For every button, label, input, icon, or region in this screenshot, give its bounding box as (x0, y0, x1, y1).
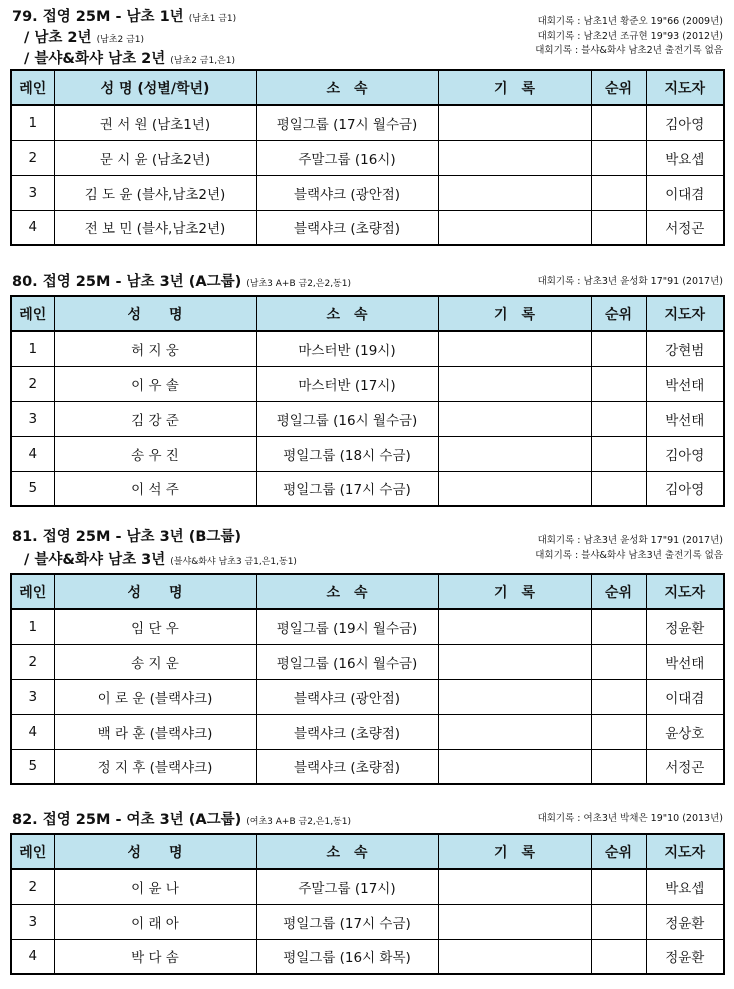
coach-cell: 서정곤 (646, 749, 724, 784)
rank-cell (591, 105, 646, 140)
name-cell: 임 단 우 (54, 609, 256, 644)
name-header: 성 명 (54, 834, 256, 869)
rank-header: 순위 (591, 296, 646, 331)
coach-header: 지도자 (646, 574, 724, 609)
event-title: 82. 접영 25M - 여초 3년 (A그룹) (여초3 A+B 금2,은1,동1) (12, 812, 351, 828)
lane-header: 레인 (11, 834, 54, 869)
record-cell (438, 366, 591, 401)
table-row (11, 401, 724, 436)
record-cell (438, 436, 591, 471)
lane-cell: 1 (11, 609, 54, 644)
affiliation-cell: 평일그룹 (16시 월수금) (256, 401, 438, 436)
record-cell (438, 609, 591, 644)
rank-cell (591, 471, 646, 506)
table-row (11, 869, 724, 904)
name-cell: 전 보 민 (블샤,남초2년) (54, 210, 256, 245)
affiliation-cell: 평일그룹 (17시 월수금) (256, 105, 438, 140)
rank-cell (591, 331, 646, 366)
affiliation-cell: 블랙샤크 (광안점) (256, 679, 438, 714)
name-cell: 이 석 주 (54, 471, 256, 506)
affiliation-header: 소 속 (256, 70, 438, 105)
affiliation-cell: 블랙샤크 (광안점) (256, 175, 438, 210)
record-cell (438, 939, 591, 974)
table-row (11, 609, 724, 644)
rank-cell (591, 644, 646, 679)
table-row (11, 939, 724, 974)
name-header: 성 명 (54, 574, 256, 609)
coach-header: 지도자 (646, 70, 724, 105)
record-cell (438, 175, 591, 210)
affiliation-cell: 평일그룹 (16시 월수금) (256, 644, 438, 679)
table-row (11, 904, 724, 939)
record-cell (438, 714, 591, 749)
event-subtitle: / 블샤&화샤 남초 3년 (블샤&화샤 남초3 금1,은1,동1) (24, 552, 297, 568)
coach-cell: 박요셉 (646, 140, 724, 175)
name-cell: 권 서 원 (남초1년) (54, 105, 256, 140)
coach-cell: 서정곤 (646, 210, 724, 245)
heat-table (10, 833, 725, 975)
meet-record: 대회기록 : 남초1년 황준오 19"66 (2009년) (537, 16, 723, 27)
record-cell (438, 869, 591, 904)
coach-cell: 김아영 (646, 471, 724, 506)
affiliation-cell: 블랙샤크 (초량점) (256, 749, 438, 784)
affiliation-header: 소 속 (256, 296, 438, 331)
name-cell: 이 래 아 (54, 904, 256, 939)
affiliation-cell: 주말그룹 (16시) (256, 140, 438, 175)
rank-cell (591, 679, 646, 714)
lane-cell: 4 (11, 436, 54, 471)
header-row (11, 70, 724, 105)
affiliation-cell: 평일그룹 (19시 월수금) (256, 609, 438, 644)
meet-record: 대회기록 : 남초3년 윤성화 17"91 (2017년) (537, 535, 723, 546)
header-row (11, 574, 724, 609)
coach-cell: 김아영 (646, 436, 724, 471)
record-cell (438, 140, 591, 175)
lane-cell: 3 (11, 401, 54, 436)
name-cell: 백 라 훈 (블랙샤크) (54, 714, 256, 749)
rank-cell (591, 609, 646, 644)
coach-cell: 박요셉 (646, 869, 724, 904)
affiliation-cell: 평일그룹 (17시 수금) (256, 904, 438, 939)
lane-cell: 5 (11, 749, 54, 784)
coach-cell: 이대겸 (646, 175, 724, 210)
coach-cell: 박선태 (646, 401, 724, 436)
record-cell (438, 904, 591, 939)
heat-table (10, 295, 725, 507)
meet-record: 대회기록 : 남초2년 조규현 19"93 (2012년) (537, 31, 723, 42)
coach-cell: 박선태 (646, 644, 724, 679)
lane-cell: 1 (11, 105, 54, 140)
rank-cell (591, 714, 646, 749)
record-cell (438, 401, 591, 436)
name-header: 성 명 (54, 296, 256, 331)
coach-header: 지도자 (646, 834, 724, 869)
record-header: 기 록 (438, 834, 591, 869)
lane-header: 레인 (11, 574, 54, 609)
affiliation-cell: 블랙샤크 (초량점) (256, 714, 438, 749)
affiliation-cell: 평일그룹 (16시 화목) (256, 939, 438, 974)
lane-cell: 4 (11, 210, 54, 245)
table-row (11, 331, 724, 366)
rank-cell (591, 366, 646, 401)
name-cell: 정 지 후 (블랙샤크) (54, 749, 256, 784)
name-cell: 김 강 준 (54, 401, 256, 436)
meet-record: 대회기록 : 남초3년 윤성화 17"91 (2017년) (537, 276, 723, 287)
rank-cell (591, 175, 646, 210)
event-title: 79. 접영 25M - 남초 1년 (남초1 금1) (12, 9, 237, 25)
rank-cell (591, 401, 646, 436)
event-title: 80. 접영 25M - 남초 3년 (A그룹) (남초3 A+B 금2,은2,동1) (12, 274, 351, 290)
rank-cell (591, 939, 646, 974)
table-row (11, 175, 724, 210)
affiliation-cell: 블랙샤크 (초량점) (256, 210, 438, 245)
name-cell: 박 다 솜 (54, 939, 256, 974)
coach-cell: 이대겸 (646, 679, 724, 714)
name-cell: 송 지 운 (54, 644, 256, 679)
record-header: 기 록 (438, 574, 591, 609)
rank-cell (591, 436, 646, 471)
lane-cell: 2 (11, 140, 54, 175)
table-row (11, 366, 724, 401)
coach-cell: 정윤환 (646, 904, 724, 939)
lane-cell: 5 (11, 471, 54, 506)
rank-header: 순위 (591, 834, 646, 869)
lane-cell: 4 (11, 714, 54, 749)
affiliation-cell: 마스터반 (17시) (256, 366, 438, 401)
lane-header: 레인 (11, 70, 54, 105)
lane-cell: 4 (11, 939, 54, 974)
coach-cell: 강현범 (646, 331, 724, 366)
name-header: 성 명 (성별/학년) (54, 70, 256, 105)
record-cell (438, 471, 591, 506)
affiliation-header: 소 속 (256, 834, 438, 869)
heat-table (10, 573, 725, 785)
rank-cell (591, 749, 646, 784)
rank-cell (591, 904, 646, 939)
record-cell (438, 105, 591, 140)
lane-cell: 3 (11, 904, 54, 939)
table-row (11, 436, 724, 471)
header-row (11, 834, 724, 869)
rank-cell (591, 210, 646, 245)
rank-cell (591, 869, 646, 904)
coach-header: 지도자 (646, 296, 724, 331)
affiliation-cell: 주말그룹 (17시) (256, 869, 438, 904)
event-title: 81. 접영 25M - 남초 3년 (B그룹) (12, 529, 242, 545)
name-cell: 문 시 윤 (남초2년) (54, 140, 256, 175)
table-row (11, 105, 724, 140)
coach-cell: 정윤환 (646, 609, 724, 644)
meet-record: 대회기록 : 블샤&화샤 남초2년 출전기록 없음 (535, 45, 723, 56)
table-row (11, 749, 724, 784)
record-header: 기 록 (438, 296, 591, 331)
table-row (11, 644, 724, 679)
lane-cell: 3 (11, 175, 54, 210)
record-header: 기 록 (438, 70, 591, 105)
name-cell: 송 우 진 (54, 436, 256, 471)
affiliation-header: 소 속 (256, 574, 438, 609)
table-row (11, 714, 724, 749)
heat-table (10, 69, 725, 246)
record-cell (438, 210, 591, 245)
lane-cell: 2 (11, 869, 54, 904)
name-cell: 이 우 솔 (54, 366, 256, 401)
table-row (11, 679, 724, 714)
record-cell (438, 749, 591, 784)
header-row (11, 296, 724, 331)
meet-record: 대회기록 : 여초3년 박채은 19"10 (2013년) (537, 813, 723, 824)
rank-cell (591, 140, 646, 175)
affiliation-cell: 평일그룹 (17시 수금) (256, 471, 438, 506)
rank-header: 순위 (591, 574, 646, 609)
record-cell (438, 331, 591, 366)
record-cell (438, 679, 591, 714)
lane-cell: 2 (11, 644, 54, 679)
meet-record: 대회기록 : 블샤&화샤 남초3년 출전기록 없음 (535, 550, 723, 561)
table-row (11, 140, 724, 175)
lane-cell: 3 (11, 679, 54, 714)
coach-cell: 윤상호 (646, 714, 724, 749)
affiliation-cell: 마스터반 (19시) (256, 331, 438, 366)
name-cell: 이 로 운 (블랙샤크) (54, 679, 256, 714)
rank-header: 순위 (591, 70, 646, 105)
coach-cell: 박선태 (646, 366, 724, 401)
name-cell: 이 윤 나 (54, 869, 256, 904)
event-subtitle: / 남초 2년 (남초2 금1) (24, 30, 144, 46)
lane-header: 레인 (11, 296, 54, 331)
name-cell: 허 지 웅 (54, 331, 256, 366)
lane-cell: 1 (11, 331, 54, 366)
coach-cell: 김아영 (646, 105, 724, 140)
lane-cell: 2 (11, 366, 54, 401)
table-row (11, 471, 724, 506)
table-row (11, 210, 724, 245)
record-cell (438, 644, 591, 679)
coach-cell: 정윤환 (646, 939, 724, 974)
event-subtitle: / 블샤&화샤 남초 2년 (남초2 금1,은1) (24, 51, 235, 67)
name-cell: 김 도 윤 (블샤,남초2년) (54, 175, 256, 210)
affiliation-cell: 평일그룹 (18시 수금) (256, 436, 438, 471)
